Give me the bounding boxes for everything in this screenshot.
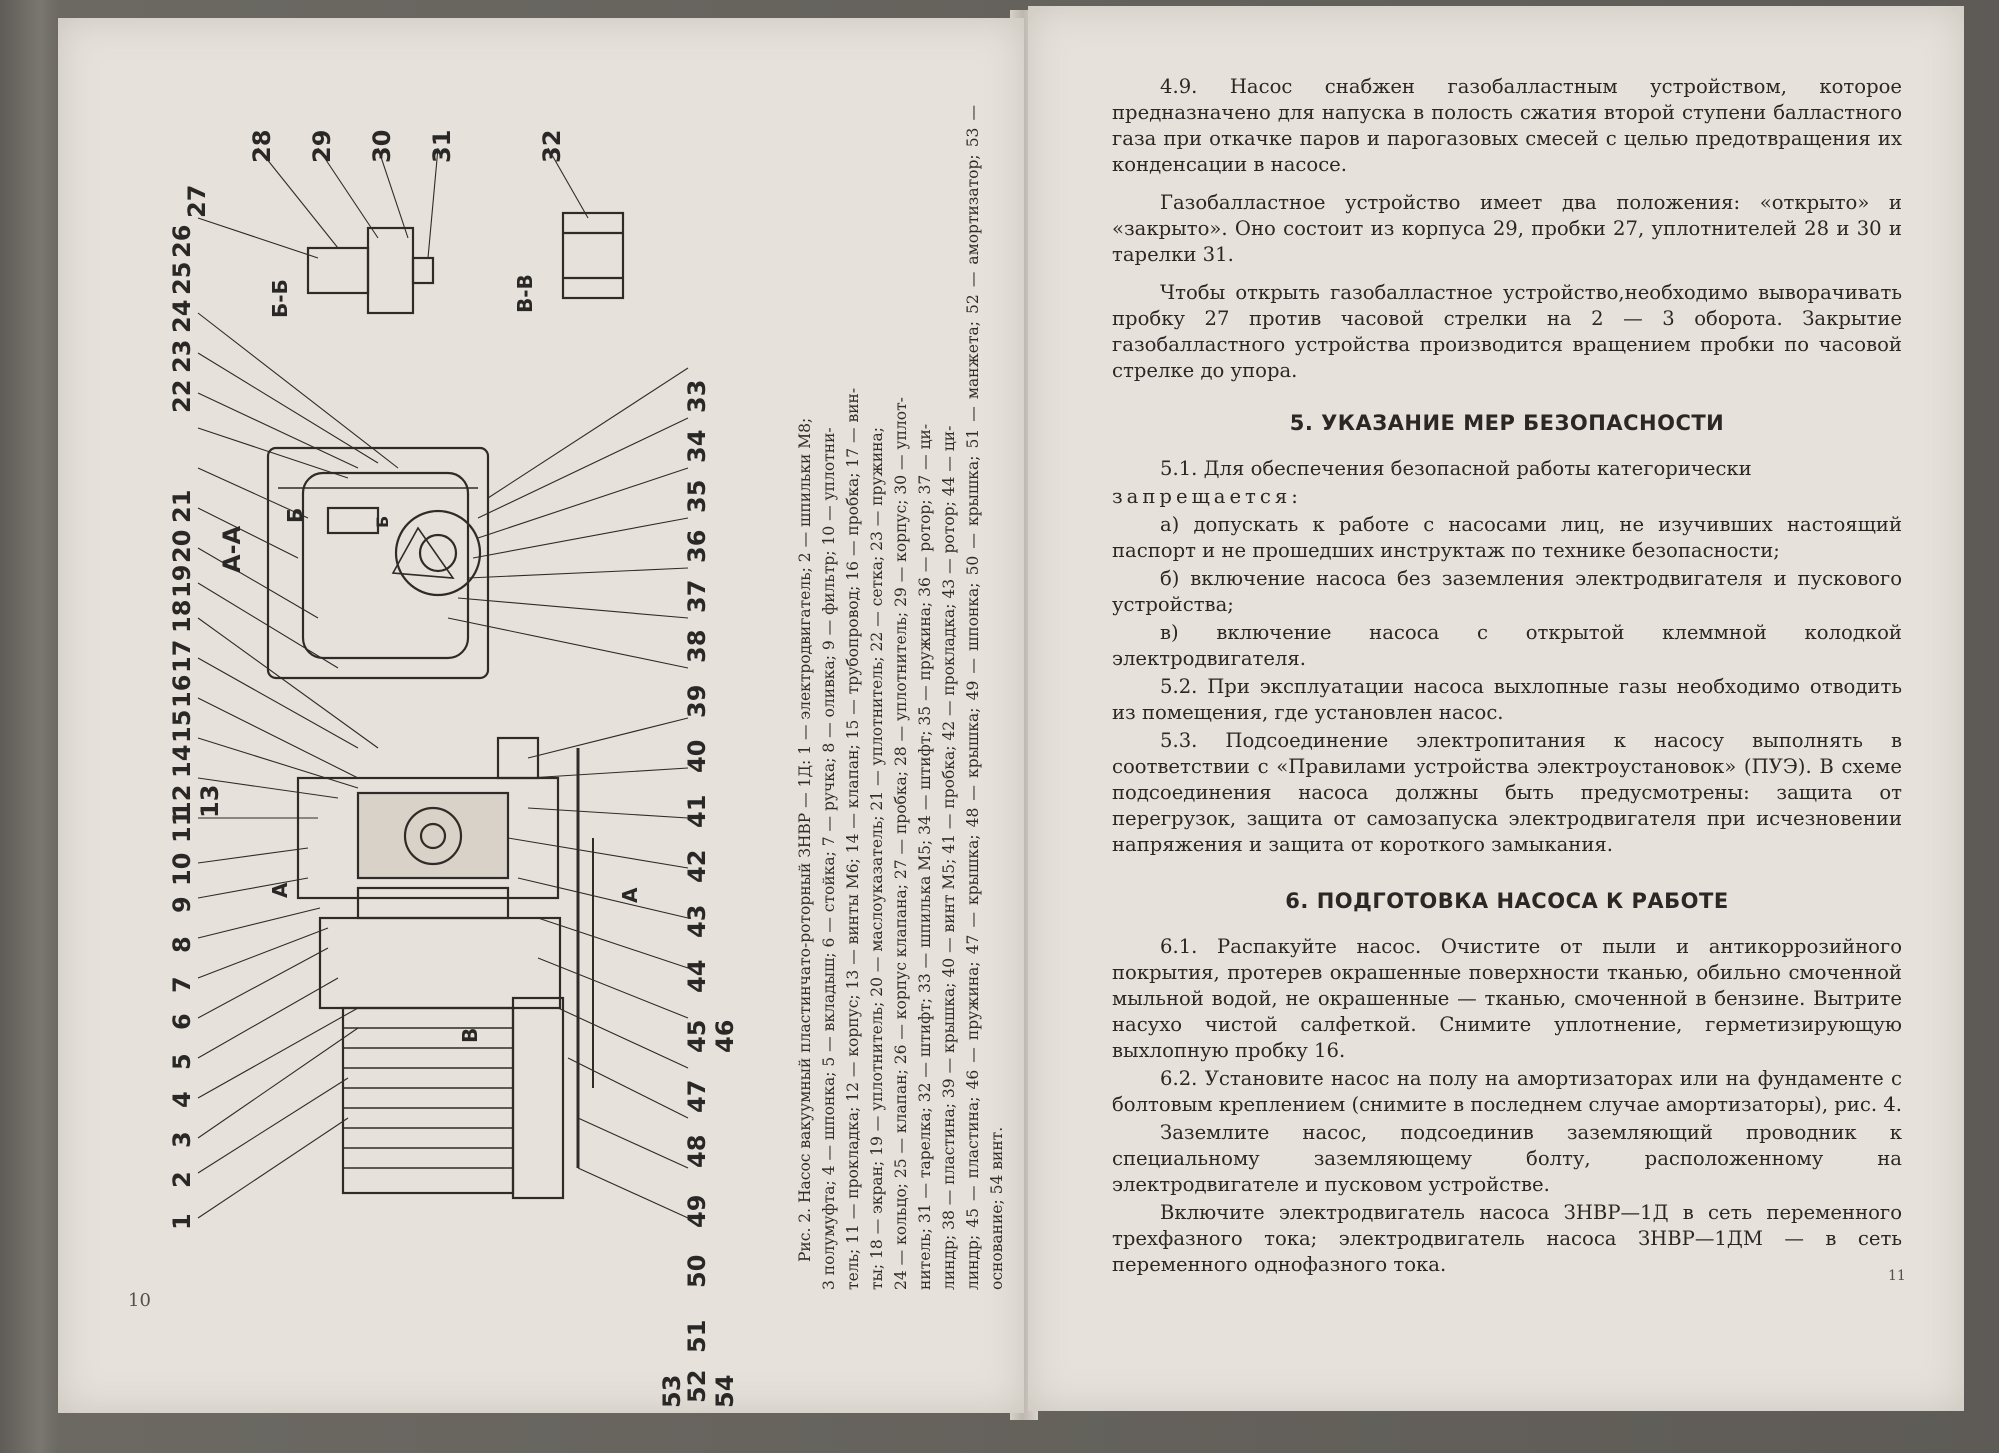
callout-number: 2 xyxy=(168,1171,196,1188)
callout-number: 21 xyxy=(168,489,196,523)
section-label-aa: А-А xyxy=(218,525,246,573)
callout-number: 5 xyxy=(168,1053,196,1070)
figure-legend xyxy=(793,105,1009,1290)
right-page-body xyxy=(1112,74,1902,1280)
callout-number: 3 xyxy=(168,1131,196,1148)
motor-body xyxy=(343,1008,513,1193)
paragraph: 5.3. Подсоединение электропитания к насосу выполнять в соответствии с «Правилами устройства электроустановок» (ПУЭ). В схеме подсоединения насоса должны быть предусмотрены: защита от перегрузок, защита от самозапуска электродвигателя при исчезновении напряжения и защита от короткого замыкания. xyxy=(1112,729,1902,856)
callout-number: 41 xyxy=(683,794,711,828)
callout-number: 36 xyxy=(683,529,711,563)
callout-number: 31 xyxy=(428,129,456,163)
callout-number: 15 xyxy=(168,709,196,743)
section-label-vv: В-В xyxy=(513,274,537,313)
section-6-title: 6. ПОДГОТОВКА НАСОСА К РАБОТЕ xyxy=(1285,889,1729,913)
callout-number: 8 xyxy=(168,936,196,953)
right-page xyxy=(1028,6,1964,1411)
callout-number: 18 xyxy=(168,599,196,633)
callout-number: 9 xyxy=(168,896,196,913)
list-item: в) включение насоса с открытой клеммной колодкой электродвигателя. xyxy=(1112,621,1902,670)
paragraph: Газобалластное устройство имеет два положения: «открыто» и «закрыто». Оно состоит из корпуса 29, пробки 27, уплотнителей 28 и 30 и тарелки 31. xyxy=(1112,191,1902,266)
callout-number: 46 xyxy=(711,1019,739,1053)
callout-number: 47 xyxy=(683,1079,711,1113)
callout-number: 30 xyxy=(368,129,396,163)
callout-number: 32 xyxy=(538,129,566,163)
callout-number: 23 xyxy=(168,339,196,373)
callout-number: 49 xyxy=(683,1194,711,1228)
callout-number: 29 xyxy=(308,129,336,163)
legend-line: 3 полумуфта; 4 — шпонка; 5 — вкладыш; 6 — стойка; 7 — ручка; 8 — оливка; 9 — фильтр; 10 — уплотни- xyxy=(820,427,838,1290)
callout-number: 37 xyxy=(683,579,711,613)
legend-line: тель; 11 — прокладка; 12 — корпус; 13 — винты М6; 14 — клапан; 15 — трубопровод; 16 — пробка; 17 — вин- xyxy=(844,387,862,1290)
section-mark-a-left: А xyxy=(268,882,292,898)
motor-fins xyxy=(343,1028,513,1168)
callout-number: 14 xyxy=(168,744,196,778)
coupling-housing xyxy=(320,918,560,1008)
page-number-right: 11 xyxy=(1888,1268,1906,1284)
callout-number: 40 xyxy=(683,739,711,773)
callout-number: 10 xyxy=(168,852,196,886)
callout-number: 51 xyxy=(683,1319,711,1353)
callout-number: 12 xyxy=(168,784,196,818)
left-page xyxy=(58,18,1024,1413)
callout-number: 33 xyxy=(683,379,711,413)
callout-number: 19 xyxy=(168,564,196,598)
callout-number: 4 xyxy=(168,1091,196,1108)
section-mark-b-inner: Б xyxy=(373,515,392,528)
callout-number: 11 xyxy=(168,809,196,843)
s51-spaced: запрещается: xyxy=(1112,485,1302,508)
section-mark-a-right: А xyxy=(618,887,642,903)
callout-number: 13 xyxy=(196,784,224,818)
callout-number: 25 xyxy=(168,261,196,295)
callout-number: 1 xyxy=(168,1213,196,1230)
callout-number: 39 xyxy=(683,684,711,718)
callout-number: 34 xyxy=(683,429,711,463)
legend-line: линдр; 45 — пластина; 46 — пружина; 47 — крышка; 48 — крышка; 49 — шпонка; 50 — крышка; 51 — манжета; 52 — амортизатор; 53 — основание; 54 винт. xyxy=(964,105,1006,1290)
legend-line: нитель; 31 — тарелка; 32 — штифт; 33 — шпилька М5; 34 — штифт; 35 — пружина; 36 — ротор; 37 — ци- xyxy=(916,423,934,1290)
section-vv-view xyxy=(563,213,623,298)
legend-line: ты; 18 — экран; 19 — уплотнитель; 20 — маслоуказатель; 21 — уплотнитель; 22 — сетка; 23 — пружина; xyxy=(868,427,886,1290)
callout-number: 38 xyxy=(683,629,711,663)
callout-number: 20 xyxy=(168,529,196,563)
callout-number: 16 xyxy=(168,674,196,708)
section-mark-b-top: Б xyxy=(283,507,307,523)
paragraph: Заземлите насос, подсоединив заземляющий проводник к специальному заземляющему болту, расположенному на электродвигателе и пусковом устройстве. xyxy=(1112,1121,1902,1196)
callout-number: 17 xyxy=(168,639,196,673)
paragraph xyxy=(1112,456,1902,482)
paragraph: 6.2. Установите насос на полу на амортизаторах или на фундаменте с болтовым креплением (снимите в последнем случае амортизаторы), рис. 4. xyxy=(1112,1067,1902,1116)
callout-number: 24 xyxy=(168,299,196,333)
paragraph: Включите электродвигатель насоса ЗНВР—1Д в сеть переменного трехфазного тока; электродвигатель насоса ЗНВР—1ДМ — в сеть переменного однофазного тока. xyxy=(1112,1201,1902,1276)
paragraph: 5.2. При эксплуатации насоса выхлопные газы необходимо отводить из помещения, где установлен насос. xyxy=(1112,675,1902,724)
callout-number: 53 xyxy=(658,1374,686,1408)
paragraph xyxy=(1112,484,1902,510)
section-label-bb: Б-Б xyxy=(268,279,292,318)
callout-number: 44 xyxy=(683,959,711,993)
callout-number: 54 xyxy=(711,1374,739,1408)
list-item: б) включение насоса без заземления электродвигателя и пускового устройства; xyxy=(1112,567,1902,616)
callout-number: 26 xyxy=(168,224,196,258)
section-aa-view xyxy=(268,448,488,678)
callout-number: 7 xyxy=(168,976,196,993)
callout-number: 48 xyxy=(683,1134,711,1168)
legend-line: 24 — кольцо; 25 — клапан; 26 — корпус клапана; 27 — пробка; 28 — уплотнитель; 29 — корпус; 30 — уплот- xyxy=(892,397,910,1290)
legend-line: линдр; 38 — пластина; 39 — крышка; 40 — винт М5; 41 — пробка; 42 — прокладка; 43 — ротор; 44 — ци- xyxy=(940,425,958,1290)
section-bb-view xyxy=(308,248,368,293)
callout-number: 28 xyxy=(248,129,276,163)
callout-number: 27 xyxy=(183,184,211,218)
page-number-left: 10 xyxy=(128,1290,151,1311)
section-mark-v: В xyxy=(458,1027,482,1043)
callout-number: 50 xyxy=(683,1254,711,1288)
callout-number: 6 xyxy=(168,1013,196,1030)
callout-number: 22 xyxy=(168,379,196,413)
legend-line: Рис. 2. Насос вакуумный пластинчато-роторный ЗНВР — 1Д: 1 — электродвигатель; 2 — шпильки М8; xyxy=(796,417,814,1262)
s51-intro: 5.1. Для обеспечения безопасной работы категорически xyxy=(1160,457,1752,480)
callout-number: 42 xyxy=(683,849,711,883)
callout-number: 52 xyxy=(683,1369,711,1403)
section-5-title: 5. УКАЗАНИЕ МЕР БЕЗОПАСНОСТИ xyxy=(1289,411,1725,435)
paragraph: 6.1. Распакуйте насос. Очистите от пыли и антикоррозийного покрытия, протерев окрашенные поверхности тканью, обильно смоченной мыльной водой, не окрашенные — тканью, смоченной в бензине. Вытрите насухо чистой салфеткой. Снимите уплотнение, герметизирующую выхлопную пробку 16. xyxy=(1112,935,1902,1062)
paragraph: Чтобы открыть газобалластное устройство,необходимо выворачивать пробку 27 против часовой стрелки на 2 — 3 оборота. Закрытие газобалластного устройства производится вращением пробки по часовой стрелке до упора. xyxy=(1112,281,1902,382)
paragraph: 4.9. Насос снабжен газобалластным устройством, которое предназначено для напуска в полость сжатия второй ступени балластного газа при откачке паров и парогазовых смесей с целью предотвращения их конденсации в насосе. xyxy=(1112,75,1902,176)
callout-number: 45 xyxy=(683,1019,711,1053)
callout-number: 35 xyxy=(683,479,711,513)
list-item: а) допускать к работе с насосами лиц, не изучивших настоящий паспорт и не прошедших инструктаж по технике безопасности; xyxy=(1112,513,1902,562)
callout-number: 43 xyxy=(683,904,711,938)
